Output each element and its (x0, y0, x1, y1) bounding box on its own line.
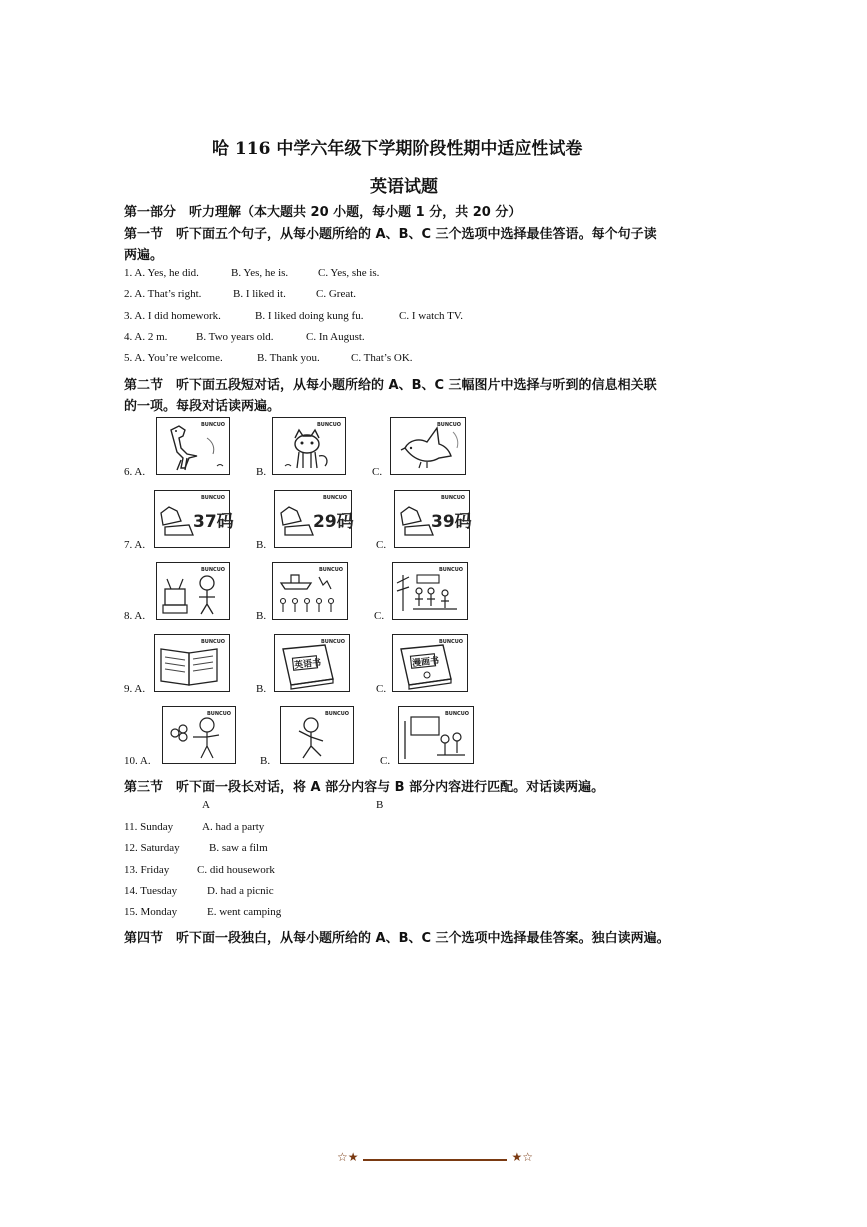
svg-text:37码: 37码 (193, 512, 234, 532)
footer-divider (363, 1159, 507, 1161)
footer-ornament (337, 1150, 533, 1167)
q8-label-b: B. (256, 610, 267, 622)
q10-option-a-boy-flowers-image (162, 706, 236, 764)
q9-label-b: B. (256, 683, 267, 695)
section2-heading-cont: 的一项。每段对话读两遍。 (124, 399, 281, 414)
column-a-header: A (202, 799, 210, 811)
svg-text:BUNCUO: BUNCUO (321, 639, 346, 645)
q9-label-a: 9. A. (124, 683, 146, 695)
q7-option-b-shoe-image (274, 490, 352, 548)
q10-option-b-boy-dance-image (280, 706, 354, 764)
svg-text:BUNCUO: BUNCUO (325, 711, 350, 717)
question-1: 1. A. Yes, he did. B. Yes, he is. C. Yes, she is. (124, 267, 380, 279)
match-item-12: 12. Saturday B. saw a film (124, 842, 268, 854)
q6-option-b-cat-image (272, 417, 346, 475)
match-item-15: 15. Monday E. went camping (124, 906, 282, 918)
match-item-14: 14. Tuesday D. had a picnic (124, 885, 274, 897)
footer-stars-right: ★☆ (511, 1150, 533, 1164)
match-item-11: 11. Sunday A. had a party (124, 821, 265, 833)
q6-label-a: 6. A. (124, 466, 146, 478)
q8-option-a-boy-tv-image (156, 562, 230, 620)
section3-heading: 第三节 听下面一段长对话，将 A 部分内容与 B 部分内容进行匹配。对话读两遍。 (124, 780, 605, 795)
q7-option-a-shoe-image (154, 490, 234, 548)
section1-heading-cont: 两遍。 (124, 248, 164, 263)
svg-text:BUNCUO: BUNCUO (439, 639, 464, 645)
svg-text:BUNCUO: BUNCUO (437, 422, 462, 428)
q9-option-a-open-book-image (154, 634, 230, 692)
svg-text:BUNCUO: BUNCUO (317, 422, 342, 428)
match-item-13: 13. Friday C. did housework (124, 864, 275, 876)
part1-heading: 第一部分 听力理解（本大题共 20 小题，每小题 1 分，共 20 分） (124, 205, 522, 220)
q10-option-c-classroom-image (398, 706, 474, 764)
section2-heading: 第二节 听下面五段短对话，从每小题所给的 A、B、C 三幅图片中选择与听到的信息相关联 (124, 378, 657, 393)
svg-text:BUNCUO: BUNCUO (439, 567, 464, 573)
svg-text:39码: 39码 (431, 512, 472, 532)
exam-title: 哈 116 中学六年级下学期阶段性期中适应性试卷 (212, 139, 583, 159)
q8-option-b-ship-crowd-image (272, 562, 348, 620)
svg-text:BUNCUO: BUNCUO (441, 495, 466, 501)
svg-text:BUNCUO: BUNCUO (319, 567, 344, 573)
svg-text:英语书: 英语书 (293, 658, 322, 672)
question-5: 5. A. You’re welcome. B. Thank you. C. That’s OK. (124, 352, 413, 364)
svg-text:漫画书: 漫画书 (411, 656, 440, 670)
question-2: 2. A. That’s right. B. I liked it. C. Great. (124, 288, 357, 300)
q6-option-a-dinosaur-image (156, 417, 230, 475)
svg-text:29码: 29码 (313, 512, 354, 532)
question-3: 3. A. I did homework. B. I liked doing kung fu. C. I watch TV. (124, 310, 464, 322)
q9-option-b-english-book-image (274, 634, 350, 692)
q8-label-c: C. (374, 610, 385, 622)
q8-option-c-group-image (392, 562, 468, 620)
svg-text:BUNCUO: BUNCUO (201, 639, 226, 645)
question-4: 4. A. 2 m. B. Two years old. C. In August. (124, 331, 365, 343)
q10-label-c: C. (380, 755, 391, 767)
q9-label-c: C. (376, 683, 387, 695)
q7-label-c: C. (376, 539, 387, 551)
q7-label-a: 7. A. (124, 539, 146, 551)
q10-label-b: B. (260, 755, 271, 767)
exam-subtitle: 英语试题 (370, 177, 438, 197)
footer-stars-left: ☆★ (337, 1150, 359, 1164)
q10-label-a: 10. A. (124, 755, 151, 767)
q6-label-b: B. (256, 466, 267, 478)
svg-text:BUNCUO: BUNCUO (207, 711, 232, 717)
section4-heading: 第四节 听下面一段独白，从每小题所给的 A、B、C 三个选项中选择最佳答案。独白读两遍。 (124, 931, 670, 946)
q9-option-c-comic-book-image (392, 634, 468, 692)
q6-option-c-bird-image (390, 417, 466, 475)
svg-text:BUNCUO: BUNCUO (201, 567, 226, 573)
section1-heading: 第一节 听下面五个句子，从每小题所给的 A、B、C 三个选项中选择最佳答语。每个句子读 (124, 227, 657, 242)
svg-text:BUNCUO: BUNCUO (201, 495, 226, 501)
q6-label-c: C. (372, 466, 383, 478)
svg-text:BUNCUO: BUNCUO (201, 422, 226, 428)
q8-label-a: 8. A. (124, 610, 146, 622)
column-b-header: B (376, 799, 384, 811)
svg-text:BUNCUO: BUNCUO (323, 495, 348, 501)
svg-text:BUNCUO: BUNCUO (445, 711, 470, 717)
q7-label-b: B. (256, 539, 267, 551)
q7-option-c-shoe-image (394, 490, 470, 548)
